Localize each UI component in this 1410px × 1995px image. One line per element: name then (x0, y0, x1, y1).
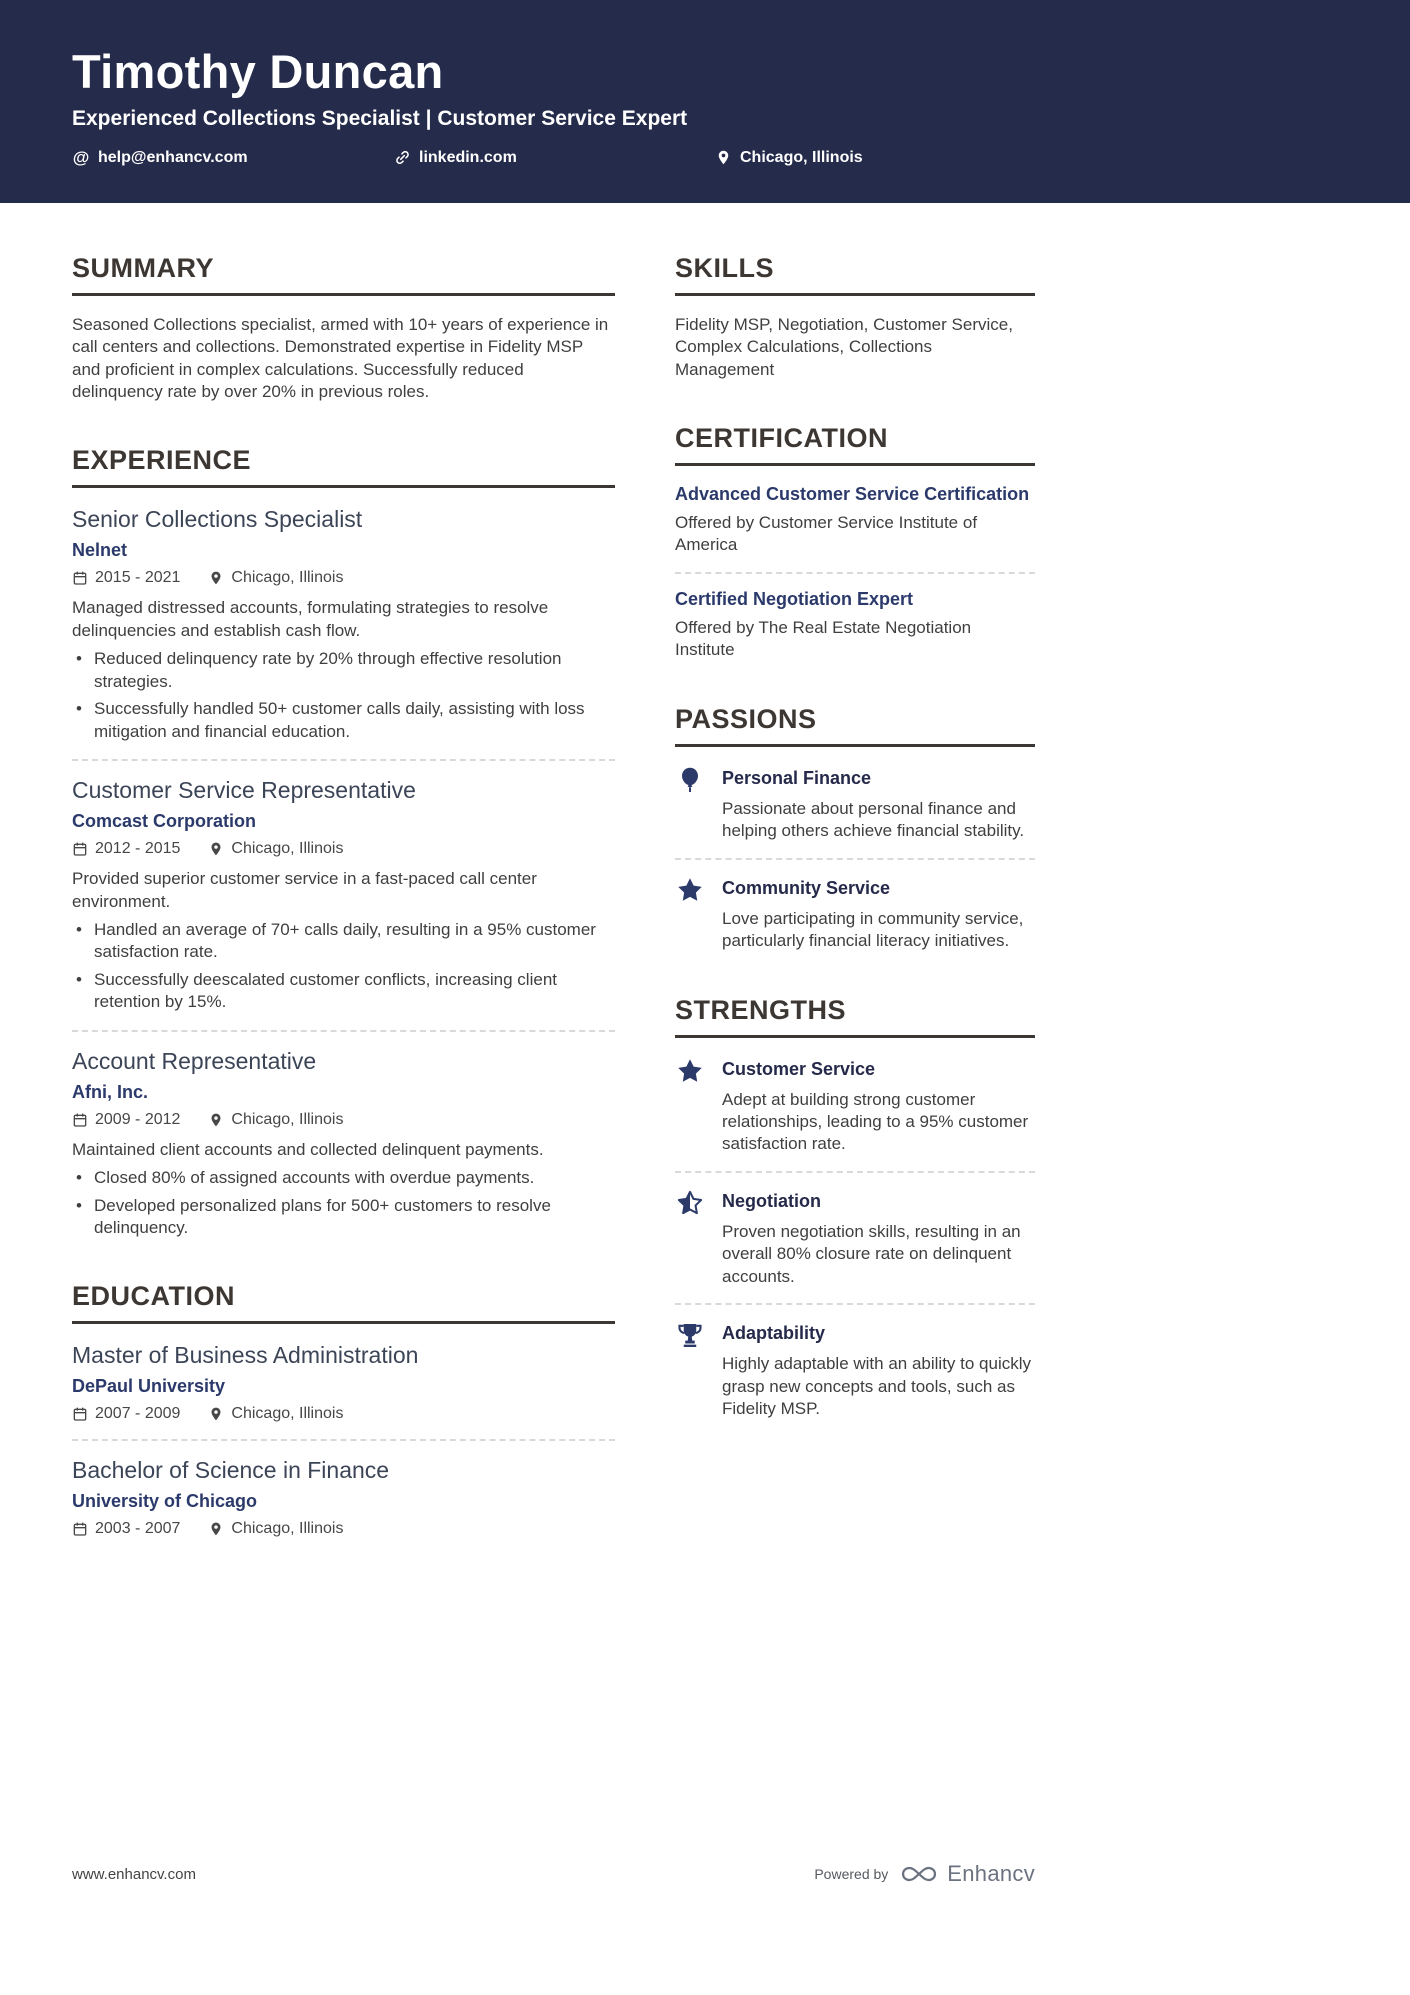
enhancv-brand-text: Enhancv (947, 1861, 1035, 1886)
certification-entry (675, 484, 1035, 557)
dashed-divider (72, 1439, 615, 1441)
left-column (72, 253, 615, 1581)
certification-title: Certified Negotiation Expert (675, 588, 914, 609)
resume-header (0, 0, 1410, 203)
job-location: Chicago, Illinois (208, 569, 343, 587)
job-entry (72, 777, 615, 1014)
calendar-icon (72, 1406, 88, 1422)
balloon-icon (675, 765, 705, 795)
pin-icon (208, 1112, 224, 1128)
certification-heading: CERTIFICATION (675, 423, 1035, 466)
passion-body (722, 875, 1035, 953)
skills-text: Fidelity MSP, Negotiation, Customer Service, Complex Calculations, Collections Management (675, 314, 1013, 379)
company-name: Comcast Corporation (72, 811, 257, 832)
pin-icon (208, 1406, 224, 1422)
school-name: University of Chicago (72, 1491, 258, 1512)
location-icon (714, 149, 732, 167)
strength-title: Adaptability (722, 1323, 826, 1344)
dashed-divider (675, 1171, 1035, 1173)
contact-linkedin-text: linkedin.com (419, 148, 517, 166)
pin-icon (208, 841, 224, 857)
section-passions (675, 704, 1035, 953)
company-name: Nelnet (72, 540, 128, 561)
passion-entry (675, 765, 1035, 843)
pin-icon (208, 1521, 224, 1537)
bullet-item: • Closed 80% of assigned accounts with overdue payments. (72, 1167, 615, 1189)
certification-title: Advanced Customer Service Certification (675, 484, 1030, 504)
section-certification (675, 423, 1035, 662)
person-name: Timothy Duncan (72, 45, 444, 98)
powered-by-label: Powered by (814, 1866, 889, 1882)
education-heading: EDUCATION (72, 1281, 615, 1324)
calendar-icon (72, 1521, 88, 1537)
job-bullets (72, 648, 615, 743)
degree-title: Bachelor of Science in Finance (72, 1457, 390, 1484)
passions-heading: PASSIONS (675, 704, 1035, 747)
person-title: Experienced Collections Specialist | Customer Service Expert (72, 106, 688, 130)
star-icon (675, 875, 705, 905)
job-entry (72, 1048, 615, 1240)
summary-text: Seasoned Collections specialist, armed with 10+ years of experience in call centers and collections. Demonstrated expertise in Fidelity MSP and proficient in complex calculations. Successfully reduced delinquency rate by over 20% in previous roles. (72, 314, 609, 401)
dashed-divider (675, 1303, 1035, 1305)
star-icon (675, 1056, 705, 1086)
section-strengths (675, 995, 1035, 1421)
calendar-icon (72, 570, 88, 586)
strength-text: Proven negotiation skills, resulting in an overall 80% closure rate on delinquent accounts. (722, 1221, 1021, 1286)
enhancv-logo-icon (900, 1863, 938, 1885)
education-location: Chicago, Illinois (208, 1405, 343, 1423)
job-title: Customer Service Representative (72, 777, 416, 804)
certification-issuer: Offered by Customer Service Institute of America (675, 513, 978, 555)
dashed-divider (72, 759, 615, 761)
job-location: Chicago, Illinois (208, 840, 343, 858)
passion-text: Love participating in community service, particularly financial literacy initiatives. (722, 908, 1024, 951)
job-meta (72, 1111, 615, 1129)
section-experience (72, 445, 615, 1239)
job-entry (72, 506, 615, 743)
section-summary (72, 253, 615, 404)
job-bullets (72, 919, 615, 1014)
company-name: Afni, Inc. (72, 1081, 148, 1102)
section-education (72, 1281, 615, 1538)
dashed-divider (72, 1030, 615, 1032)
bullet-item: • Successfully handled 50+ customer calls daily, assisting with loss mitigation and financial education. (72, 698, 615, 743)
strength-title: Negotiation (722, 1190, 821, 1211)
passion-entry (675, 875, 1035, 953)
strength-text: Adept at building strong customer relationships, leading to a 95% customer satisfaction rate. (722, 1089, 1029, 1154)
experience-heading: EXPERIENCE (72, 445, 615, 488)
job-meta (72, 840, 615, 858)
contact-location-text: Chicago, Illinois (740, 148, 863, 166)
pin-icon (208, 570, 224, 586)
job-description: Managed distressed accounts, formulating strategies to resolve delinquencies and establish cash flow. (72, 598, 549, 640)
education-dates: 2003 - 2007 (72, 1520, 180, 1538)
education-dates: 2007 - 2009 (72, 1405, 180, 1423)
half-star-icon (675, 1188, 705, 1218)
link-icon (393, 149, 411, 167)
trophy-icon (675, 1320, 705, 1350)
skills-heading: SKILLS (675, 253, 1035, 296)
passion-title: Personal Finance (722, 767, 872, 788)
dashed-divider (675, 858, 1035, 860)
strength-body (722, 1056, 1035, 1156)
bullet-item: • Developed personalized plans for 500+ customers to resolve delinquency. (72, 1195, 615, 1240)
main-content (0, 203, 1410, 1581)
contact-row (72, 149, 1035, 167)
section-skills (675, 253, 1035, 381)
passion-title: Community Service (722, 877, 891, 898)
education-location: Chicago, Illinois (208, 1520, 343, 1538)
contact-email-text: help@enhancv.com (98, 148, 248, 166)
strength-title: Customer Service (722, 1058, 876, 1079)
strength-body (722, 1320, 1035, 1420)
school-name: DePaul University (72, 1376, 226, 1397)
job-dates: 2012 - 2015 (72, 840, 180, 858)
right-column (675, 253, 1035, 1581)
bullet-item: • Reduced delinquency rate by 20% through effective resolution strategies. (72, 648, 615, 693)
at-icon: @ (72, 147, 90, 167)
job-description: Provided superior customer service in a fast-paced call center environment. (72, 869, 537, 911)
certification-entry (675, 589, 1035, 662)
contact-location (714, 149, 1035, 167)
job-title: Senior Collections Specialist (72, 506, 363, 533)
strength-entry (675, 1188, 1035, 1288)
dashed-divider (675, 572, 1035, 574)
job-meta (72, 569, 615, 587)
job-bullets (72, 1167, 615, 1239)
education-entry (72, 1457, 615, 1538)
education-entry (72, 1342, 615, 1423)
strength-text: Highly adaptable with an ability to quickly grasp new concepts and tools, such as Fidelity MSP. (722, 1354, 1032, 1418)
powered-by (814, 1861, 1035, 1887)
strengths-heading: STRENGTHS (675, 995, 1035, 1038)
passion-text: Passionate about personal finance and helping others achieve financial stability. (722, 798, 1025, 841)
calendar-icon (72, 841, 88, 857)
page-footer (72, 1861, 1035, 1887)
certification-issuer: Offered by The Real Estate Negotiation Institute (675, 617, 972, 660)
bullet-item: • Successfully deescalated customer conflicts, increasing client retention by 15%. (72, 969, 615, 1014)
strength-body (722, 1188, 1035, 1288)
education-meta (72, 1520, 615, 1538)
job-dates: 2009 - 2012 (72, 1111, 180, 1129)
job-dates: 2015 - 2021 (72, 569, 180, 587)
strength-entry (675, 1056, 1035, 1156)
enhancv-brand-link[interactable] (900, 1861, 1035, 1887)
footer-site-link[interactable]: www.enhancv.com (72, 1865, 196, 1883)
job-description: Maintained client accounts and collected delinquent payments. (72, 1139, 544, 1159)
calendar-icon (72, 1112, 88, 1128)
contact-email[interactable] (72, 149, 393, 167)
job-title: Account Representative (72, 1047, 317, 1074)
education-meta (72, 1405, 615, 1423)
job-location: Chicago, Illinois (208, 1111, 343, 1129)
bullet-item: • Handled an average of 70+ calls daily, resulting in a 95% customer satisfaction rate. (72, 919, 615, 964)
strength-entry (675, 1320, 1035, 1420)
summary-heading: SUMMARY (72, 253, 615, 296)
contact-linkedin[interactable] (393, 149, 714, 167)
passion-body (722, 765, 1035, 843)
degree-title: Master of Business Administration (72, 1342, 419, 1369)
